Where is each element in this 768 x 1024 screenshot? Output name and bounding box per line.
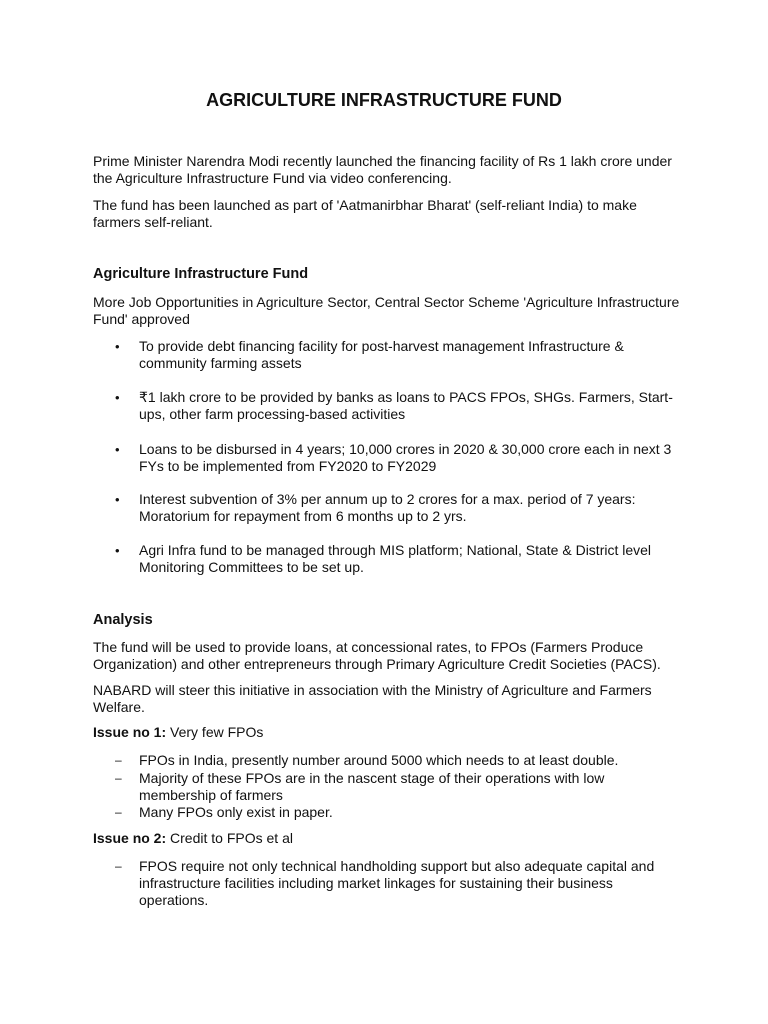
bullet-icon: • [115,543,120,558]
analysis-paragraph-2: NABARD will steer this initiative in association with the Ministry of Agriculture and Farmers Welfare. [93,682,652,715]
intro-paragraph-2: The fund has been launched as part of 'Aatmanirbhar Bharat' (self-reliant India) to make farmers self-reliant. [93,197,637,230]
dash-icon: – [115,771,122,785]
issue-1-item-1: FPOs in India, presently number around 5000 which needs to at least double. [139,752,619,768]
bullet-icon: • [115,390,120,405]
bullet-icon: • [115,339,120,354]
issue-1-text: Very few FPOs [166,724,264,740]
bullet-item-5: Agri Infra fund to be managed through MIS platform; National, State & District level Monitoring Committees to be set up. [139,542,652,575]
bullet-item-2: ₹1 lakh crore to be provided by banks as loans to PACS FPOs, SHGs. Farmers, Start-ups, other farm processing-based activities [139,389,673,422]
intro-paragraph-1: Prime Minister Narendra Modi recently launched the financing facility of Rs 1 lakh crore under the Agriculture Infrastructure Fund via video conferencing. [93,153,672,186]
section-heading-fund: Agriculture Infrastructure Fund [93,266,309,282]
issue-2-text: Credit to FPOs et al [166,830,293,846]
issue-2-item-1: FPOS require not only technical handholding support but also adequate capital and infrastructure facilities including market linkages for sustaining their business operations. [139,858,655,908]
bullet-icon: • [115,492,120,507]
section-heading-analysis: Analysis [93,612,153,628]
document-title: AGRICULTURE INFRASTRUCTURE FUND [206,90,562,110]
bullet-icon: • [115,442,120,457]
bullet-item-4: Interest subvention of 3% per annum up to 2 crores for a max. period of 7 years: Moratorium for repayment from 6 months up to 2 yrs. [139,491,636,524]
issue-1-label: Issue no 1: [93,724,167,740]
dash-icon: – [115,859,122,873]
bullet-item-1: To provide debt financing facility for post-harvest management Infrastructure & community farming assets [139,338,624,371]
dash-icon: – [115,805,122,819]
section-lead-paragraph: More Job Opportunities in Agriculture Sector, Central Sector Scheme 'Agriculture Infrastructure Fund' approved [93,294,680,327]
issue-2-line [93,830,683,847]
bullet-item-3: Loans to be disbursed in 4 years; 10,000 crores in 2020 & 30,000 crore each in next 3 FYs to be implemented from FY2020 to FY2029 [139,441,672,474]
analysis-paragraph-1: The fund will be used to provide loans, at concessional rates, to FPOs (Farmers Produce Organization) and other entrepreneurs through Primary Agriculture Credit Societies (PACS). [93,639,661,672]
issue-1-line [93,724,683,741]
issue-1-item-3: Many FPOs only exist in paper. [139,804,333,820]
issue-1-item-2: Majority of these FPOs are in the nascent stage of their operations with low membership of farmers [139,770,605,803]
dash-icon: – [115,753,122,767]
issue-2-label: Issue no 2: [93,830,167,846]
